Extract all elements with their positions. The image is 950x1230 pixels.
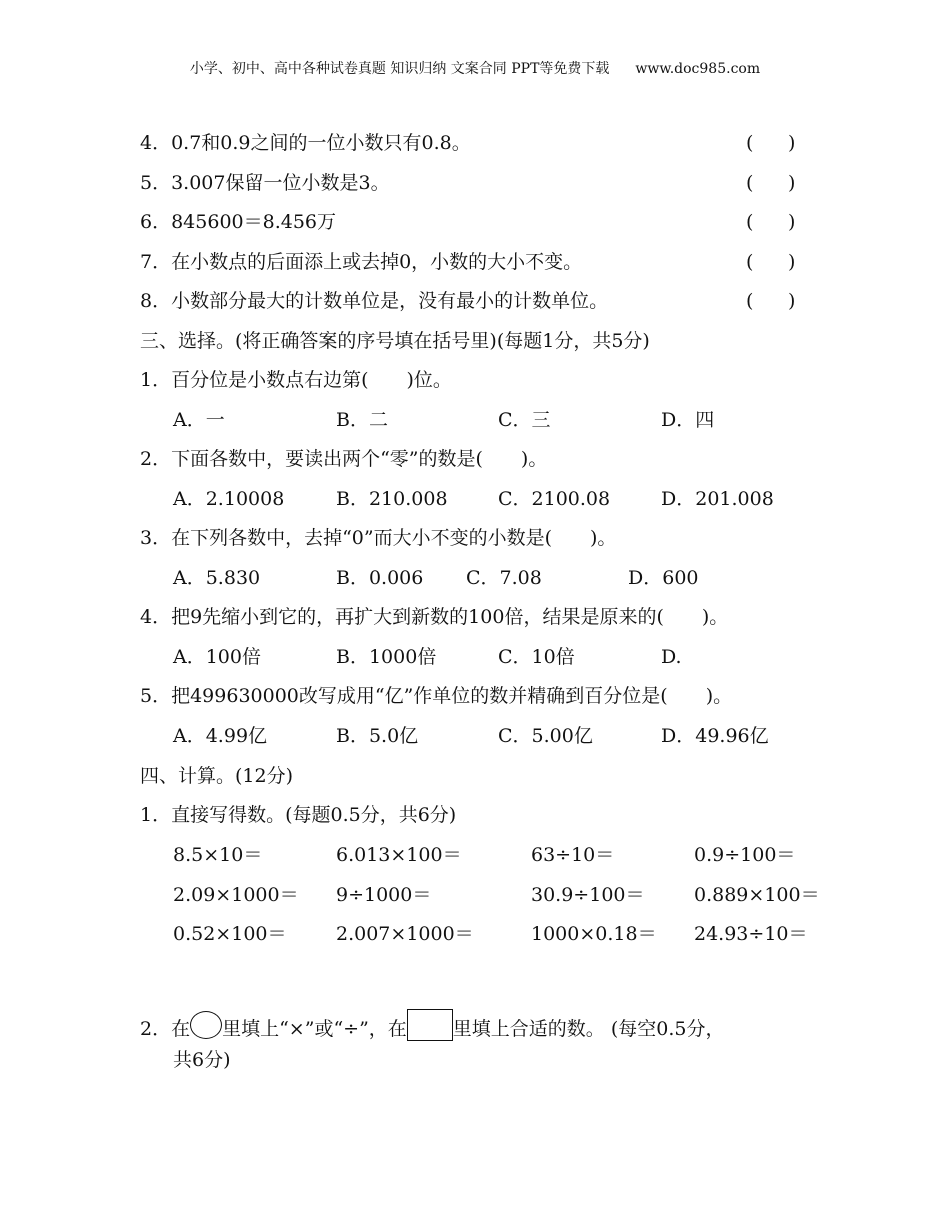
calc-expression: 0.52×100＝ [173, 923, 287, 945]
choice-option: A．4.99亿 [173, 725, 268, 747]
choice-option: A．2.10008 [173, 488, 285, 510]
choice-option: B．0.006 [336, 567, 424, 589]
calc-expression: 0.889×100＝ [694, 883, 820, 906]
answer-parentheses[interactable] [746, 131, 795, 155]
section-title: 三、选择。(将正确答案的序号填在括号里)(每题1分，共5分) [140, 330, 650, 352]
calc-expression: 2.09×1000＝ [173, 883, 299, 906]
choice-option: C．2100.08 [498, 488, 611, 510]
calc-expression: 0.9÷100＝ [694, 844, 796, 866]
answer-parentheses[interactable] [746, 210, 795, 234]
calc-expression: 30.9÷100＝ [531, 883, 645, 906]
choice-option: B．5.0亿 [336, 725, 419, 747]
answer-parentheses[interactable] [746, 289, 795, 313]
judge-question: 6．845600＝8.456万 [140, 211, 337, 233]
choice-option: B．210.008 [336, 488, 448, 510]
choice-option: D．四 [661, 409, 715, 431]
section-title: 四、计算。(12分) [140, 765, 294, 787]
number-box-blank [407, 1009, 453, 1041]
choice-option: D．201.008 [661, 488, 774, 510]
answer-parentheses[interactable] [746, 171, 795, 195]
calc-expression: 6.013×100＝ [336, 844, 462, 866]
judge-question: 8．小数部分最大的计数单位是，没有最小的计数单位。 [140, 290, 609, 312]
choice-question: 3．在下列各数中，去掉“0”而大小不变的小数是( )。 [140, 527, 617, 549]
calc-expression: 2.007×1000＝ [336, 923, 474, 945]
fill-text: 2．在 [140, 1018, 191, 1040]
calc-expression: 9÷1000＝ [336, 883, 432, 906]
choice-question: 5．把499630000改写成用“亿”作单位的数并精确到百分位是( )。 [140, 685, 733, 707]
paren-open: ( [746, 290, 754, 312]
choice-option: B．二 [336, 409, 388, 431]
choice-question: 4．把9先缩小到它的，再扩大到新数的100倍，结果是原来的( )。 [140, 606, 729, 628]
paren-open: ( [746, 172, 754, 194]
choice-question: 1．百分位是小数点右边第( )位。 [140, 369, 452, 391]
paren-open: ( [746, 132, 754, 154]
choice-option: B．1000倍 [336, 646, 437, 668]
paren-close: ) [788, 172, 796, 194]
choice-option: D. [661, 646, 682, 668]
header-url: www.doc985.com [635, 61, 761, 77]
calc-expression: 63÷10＝ [531, 844, 615, 866]
choice-option: C．5.00亿 [498, 725, 593, 747]
choice-option: C．7.08 [466, 567, 542, 589]
choice-question: 2．下面各数中，要读出两个“零”的数是( )。 [140, 448, 548, 470]
paren-close: ) [788, 251, 796, 273]
paren-close: ) [788, 290, 796, 312]
calc-expression: 24.93÷10＝ [694, 923, 808, 945]
choice-option: C．三 [498, 409, 551, 431]
judge-question: 4．0.7和0.9之间的一位小数只有0.8。 [140, 132, 471, 154]
choice-option: A．5.830 [173, 567, 261, 589]
paren-open: ( [746, 251, 754, 273]
calc-question: 1．直接写得数。(每题0.5分，共6分) [140, 804, 457, 826]
judge-question: 7．在小数点的后面添上或去掉0，小数的大小不变。 [140, 251, 583, 273]
choice-option: A．一 [173, 409, 225, 431]
choice-option: D．49.96亿 [661, 725, 769, 747]
calc-expression: 8.5×10＝ [173, 844, 263, 866]
judge-question: 5．3.007保留一位小数是3。 [140, 172, 390, 194]
fill-question [140, 1009, 724, 1041]
paren-open: ( [746, 211, 754, 233]
choice-option: D．600 [628, 567, 699, 589]
operator-circle-blank [190, 1011, 222, 1039]
header-text: 小学、初中、高中各种试卷真题 知识归纳 文案合同 PPT等免费下载 [189, 61, 610, 77]
answer-parentheses[interactable] [746, 250, 795, 274]
page-header [0, 58, 950, 78]
paren-close: ) [788, 132, 796, 154]
choice-option: A．100倍 [173, 646, 261, 668]
paren-close: ) [788, 211, 796, 233]
fill-text: 里填上“×”或“÷”，在 [222, 1018, 407, 1040]
fill-text: 里填上合适的数。 (每空0.5分， [452, 1018, 725, 1040]
calc-expression: 1000×0.18＝ [531, 923, 657, 945]
fill-question-cont: 共6分) [173, 1049, 231, 1071]
choice-option: C．10倍 [498, 646, 575, 668]
